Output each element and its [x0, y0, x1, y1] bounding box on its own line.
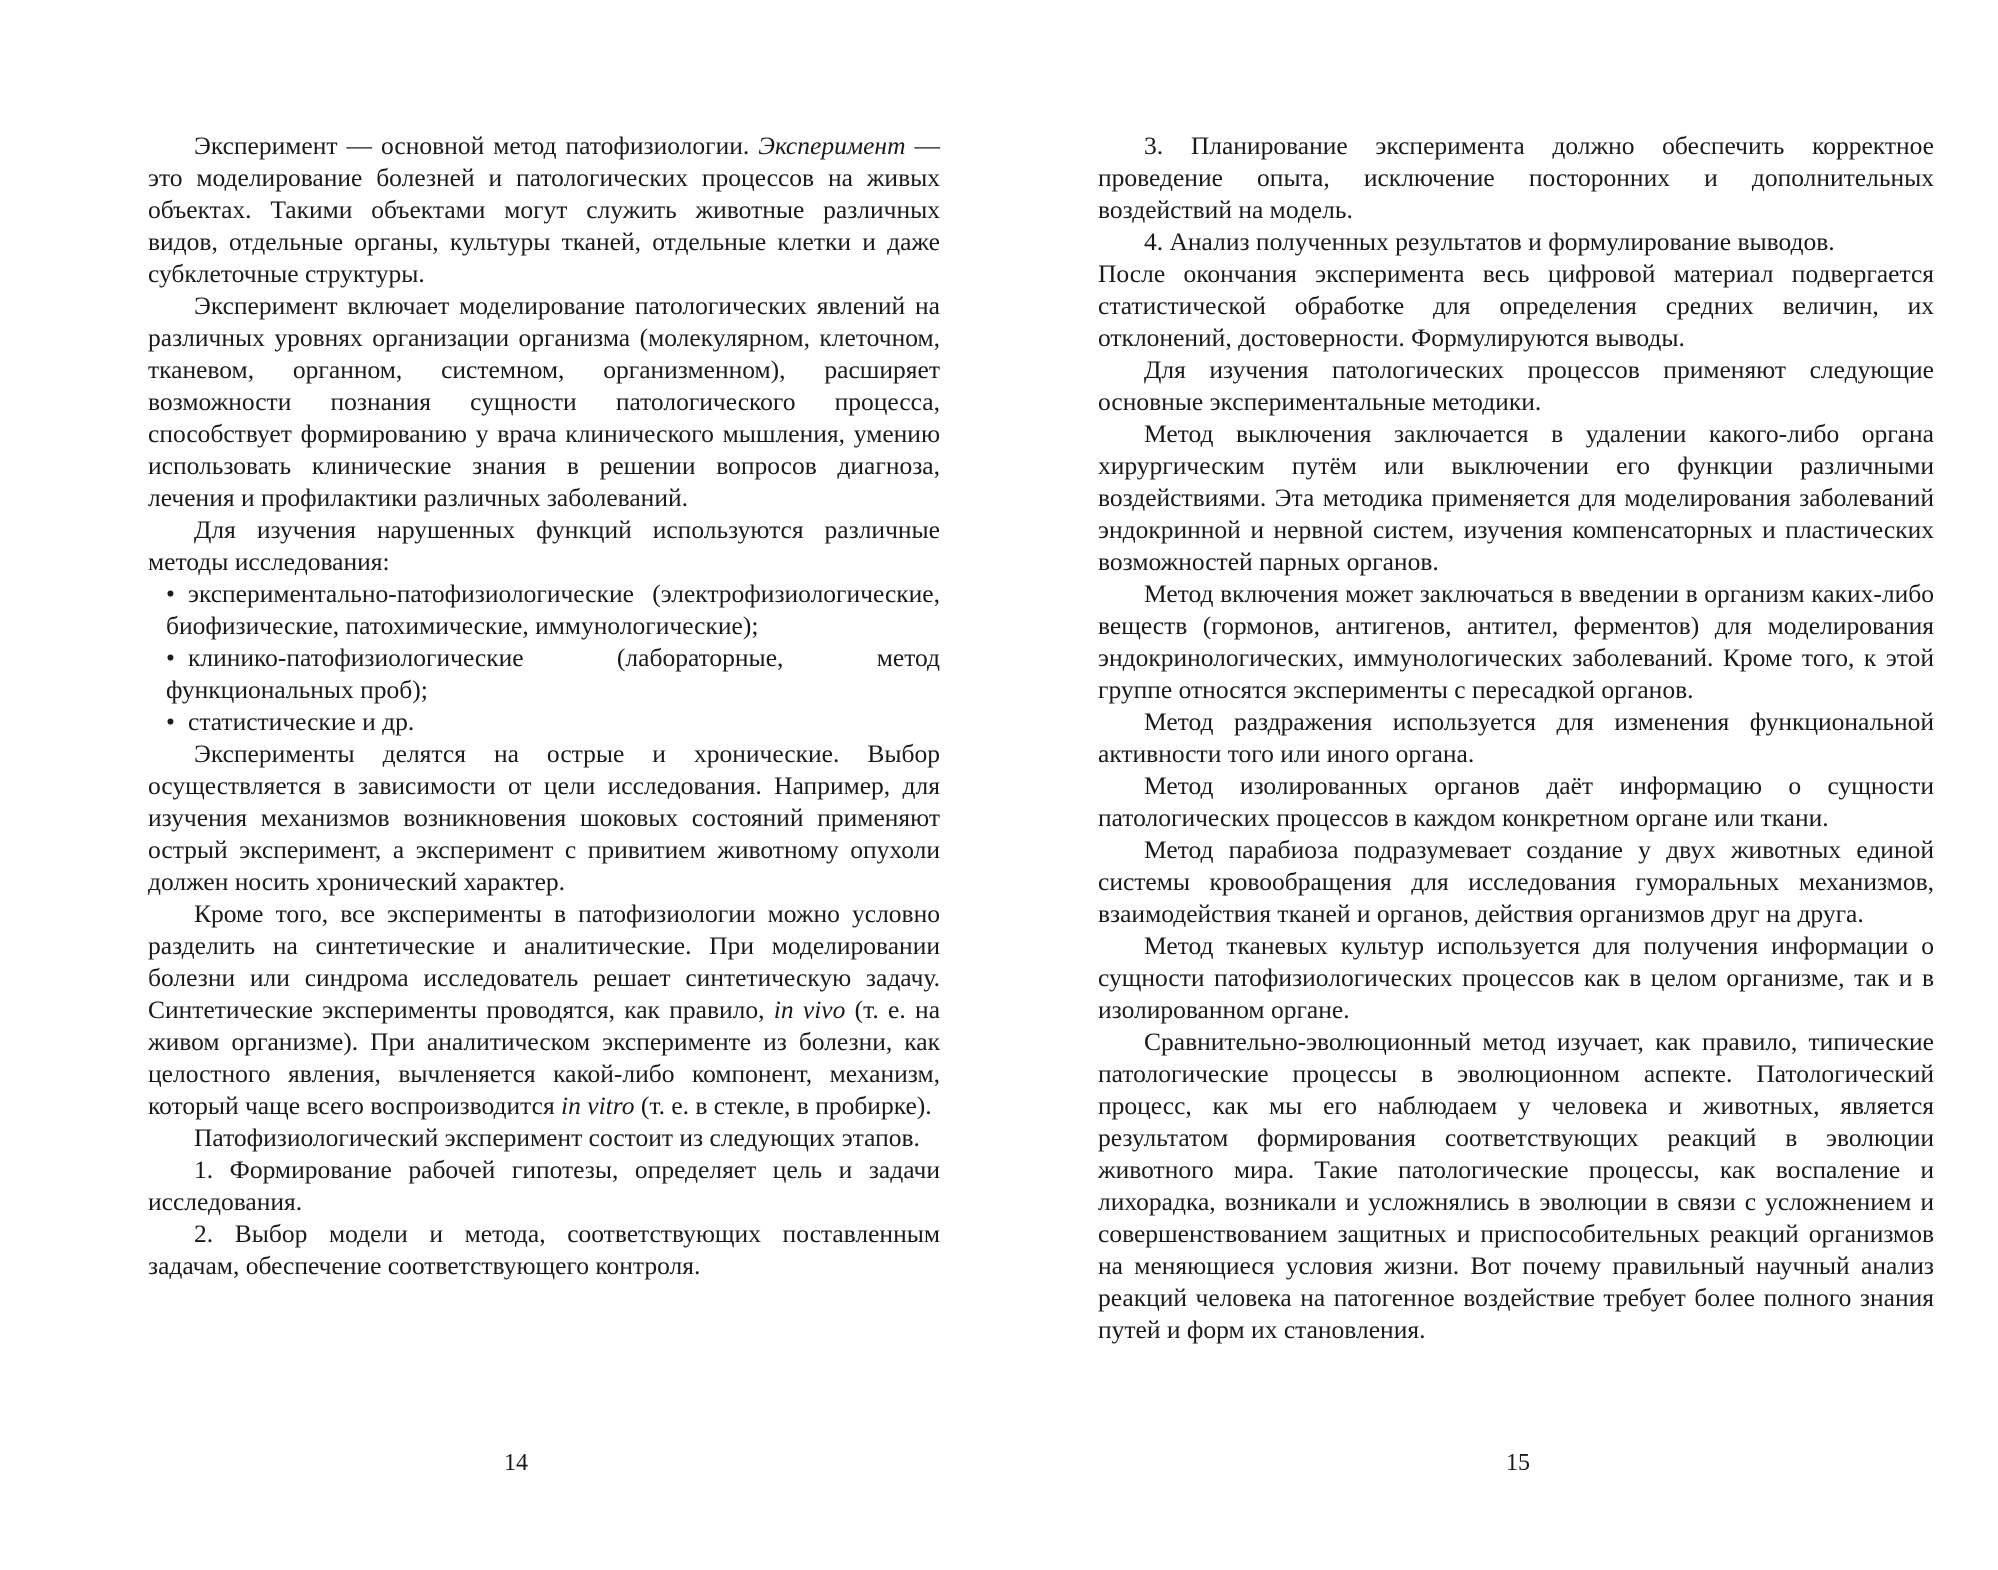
page-number: 14	[504, 1450, 528, 1476]
left-page	[148, 130, 940, 1282]
paragraph: 4. Анализ полученных результатов и формулирование выводов.	[1144, 227, 1835, 256]
paragraph: 2. Выбор модели и метода, соответствующих поставленным задачам, обеспечение соответствующего контроля.	[148, 1219, 940, 1280]
paragraph: Эксперимент — основной метод патофизиологии. Эксперимент — это моделирование болезней и патологических процессов на живых объектах. Такими объектами могут служить животные различных видов, отдельные органы, культуры тканей, отдельные клетки и даже субклеточные структуры.	[148, 131, 940, 288]
paragraph: Эксперименты делятся на острые и хронические. Выбор осуществляется в зависимости от цели исследования. Например, для изучения механизмов возникновения шоковых состояний применяют острый эксперимент, а эксперимент с привитием животному опухоли должен носить хронический характер.	[148, 739, 940, 896]
list-item: • экспериментально-патофизиологические (электрофизиологические, биофизические, патохимические, иммунологические);	[166, 579, 940, 640]
paragraph: Метод парабиоза подразумевает создание у двух животных единой системы кровообращения для исследования гуморальных механизмов, взаимодействия тканей и органов, действия организмов друг на друга.	[1098, 835, 1934, 928]
italic-term: in vivo	[773, 995, 846, 1024]
paragraph: Эксперимент включает моделирование патологических явлений на различных уровнях организации организма (молекулярном, клеточном, тканевом, органном, системном, организменном), расширяет возможности познания сущности патологического процесса, способствует формированию у врача клинического мышления, умению использовать клинические знания в решении вопросов диагноза, лечения и профилактики различных заболеваний.	[148, 291, 940, 512]
paragraph: Метод раздражения используется для изменения функциональной активности того или иного органа.	[1098, 707, 1934, 768]
right-page	[1098, 130, 1934, 1346]
paragraph: Метод включения может заключаться в введении в организм каких-либо веществ (гормонов, антигенов, антител, ферментов) для моделирования эндокринологических, иммунологических заболеваний. Кроме того, к этой группе относятся эксперименты с пересадкой органов.	[1098, 579, 1934, 704]
paragraph: 1. Формирование рабочей гипотезы, определяет цель и задачи исследования.	[148, 1155, 940, 1216]
italic-term: Эксперимент	[758, 131, 906, 160]
list-item: • статистические и др.	[166, 707, 415, 736]
bullet-icon: •	[166, 579, 175, 608]
paragraph: Для изучения патологических процессов применяют следующие основные экспериментальные методики.	[1098, 355, 1934, 416]
italic-term: in vitro	[561, 1091, 635, 1120]
paragraph: Метод изолированных органов даёт информацию о сущности патологических процессов в каждом конкретном органе или ткани.	[1098, 771, 1934, 832]
paragraph: Патофизиологический эксперимент состоит из следующих этапов.	[194, 1123, 920, 1152]
bullet-icon: •	[166, 643, 175, 672]
paragraph: Для изучения нарушенных функций используются различные методы исследования:	[148, 515, 940, 576]
bullet-icon: •	[166, 707, 175, 736]
paragraph: Метод выключения заключается в удалении какого-либо органа хирургическим путём или выключении его функции различными воздействиями. Эта методика применяется для моделирования заболеваний эндокринной и нервной систем, изучения компенсаторных и пластических возможностей парных органов.	[1098, 419, 1934, 576]
paragraph: Метод тканевых культур используется для получения информации о сущности патофизиологических процессов как в целом организме, так и в изолированном органе.	[1098, 931, 1934, 1024]
paragraph: После окончания эксперимента весь цифровой материал подвергается статистической обработке для определения средних величин, их отклонений, достоверности. Формулируются выводы.	[1098, 259, 1934, 352]
list-item: • клинико-патофизиологические (лабораторные, метод функциональных проб);	[166, 643, 940, 704]
paragraph: 3. Планирование эксперимента должно обеспечить корректное проведение опыта, исключение посторонних и дополнительных воздействий на модель.	[1098, 131, 1934, 224]
page-number: 15	[1506, 1450, 1530, 1476]
paragraph: Сравнительно-эволюционный метод изучает, как правило, типические патологические процессы в эволюционном аспекте. Патологический процесс, как мы его наблюдаем у человека и животных, является результатом формирования соответствующих реакций в эволюции животного мира. Такие патологические процессы, как воспаление и лихорадка, возникали и усложнялись в эволюции в связи с усложнением и совершенствованием защитных и приспособительных реакций организмов на меняющиеся условия жизни. Вот почему правильный научный анализ реакций человека на патогенное воздействие требует более полного знания путей и форм их становления.	[1098, 1027, 1934, 1344]
paragraph: Кроме того, все эксперименты в патофизиологии можно условно разделить на синтетические и аналитические. При моделировании болезни или синдрома исследователь решает синтетическую задачу. Синтетические эксперименты проводятся, как правило, in vivo (т. е. на живом организме). При аналитическом эксперименте из болезни, как целостного явления, вычленяется какой-либо компонент, механизм, который чаще всего воспроизводится in vitro (т. е. в стекле, в пробирке).	[148, 899, 941, 1120]
